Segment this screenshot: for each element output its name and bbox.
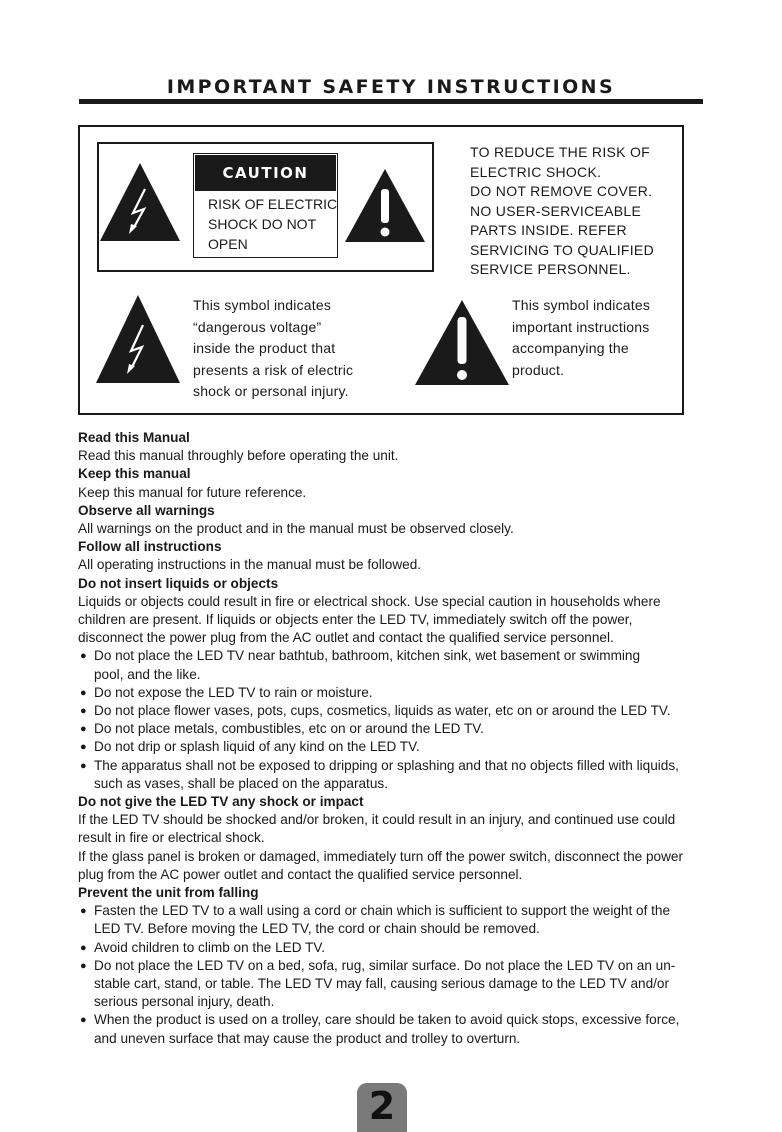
bullet-item-continuation: LED TV. Before moving the LED TV, the cord or chain should be removed. [94,921,540,937]
body-text-line: Read this manual throughly before operating the unit. [78,448,399,464]
exclamation-symbol-text: accompanying the [512,340,629,356]
bullet-item: Do not place flower vases, pots, cups, cosmetics, liquids as water, etc on or around the LED TV. [94,703,671,718]
bullet-icon: ● [80,723,87,736]
caution-line: OPEN [208,236,248,252]
bullet-item: Fasten the LED TV to a wall using a cord or chain which is sufficient to support the weight of the [94,903,671,919]
caution-line: SHOCK DO NOT [208,216,317,232]
bullet-item: Do not place the LED TV near bathtub, bathroom, kitchen sink, wet basement or swimming [94,648,641,664]
exclamation-symbol-text: This symbol indicates [512,297,651,313]
bullet-item: Do not expose the LED TV to rain or moisture. [94,684,373,700]
exclamation-symbol-icon [415,300,509,386]
lightning-symbol-text: “dangerous voltage” [193,318,322,335]
caution-header: CAUTION [195,155,336,191]
risk-notice-line: NO USER-SERVICEABLE [470,202,642,219]
bullet-item: Do not place metals, combustibles, etc on or around the LED TV. [94,721,484,737]
body-text-line: children are present. If liquids or objects enter the LED TV, immediately switch off the power, [78,612,633,627]
bullet-icon: ● [80,686,87,699]
bullet-item: Do not drip or splash liquid of any kind on the LED TV. [94,739,420,755]
risk-notice-line: SERVICE PERSONNEL. [470,261,631,277]
body-text-line: All operating instructions in the manual must be followed. [78,557,422,573]
body-text-line: If the glass panel is broken or damaged, immediately turn off the power switch, disconnect the power [78,848,683,864]
lightning-symbol-text: inside the product that [193,340,336,356]
title-underline [79,99,703,104]
body-text-line: Liquids or objects could result in fire or electrical shock. Use special caution in households where [78,593,661,609]
section-heading: Read this Manual [78,430,190,445]
lightning-warning-icon [100,163,180,243]
bullet-icon: ● [80,759,87,772]
bullet-icon: ● [80,959,87,972]
section-heading: Observe all warnings [78,502,215,518]
body-text-line: disconnect the power plug from the AC outlet and contact the qualified service personnel. [78,630,614,646]
risk-notice-line: SERVICING TO QUALIFIED [470,241,654,258]
lightning-symbol-text: shock or personal injury. [193,383,349,399]
risk-notice-line: TO REDUCE THE RISK OF [470,144,651,160]
bullet-icon: ● [80,741,87,754]
section-heading: Do not insert liquids or objects [78,575,279,591]
risk-notice-line: DO NOT REMOVE COVER. [470,183,653,199]
risk-notice-line: PARTS INSIDE. REFER [470,222,627,238]
body-text-line: Keep this manual for future reference. [78,484,307,500]
bullet-item-continuation: such as vases, shall be placed on the apparatus. [94,775,388,791]
body-text-line: All warnings on the product and in the manual must be observed closely. [78,521,514,536]
section-heading: Follow all instructions [78,539,222,555]
section-heading: Prevent the unit from falling [78,885,259,900]
page-number: 2 [368,1084,396,1128]
bullet-item-continuation: serious personal injury, death. [94,994,275,1010]
bullet-item: When the product is used on a trolley, care should be taken to avoid quick stops, excessive force, [94,1012,680,1028]
lightning-symbol-text: presents a risk of electric [193,361,354,378]
exclamation-warning-icon [345,169,425,243]
bullet-item: The apparatus shall not be exposed to dripping or splashing and that no objects filled with liquids, [94,757,679,773]
risk-notice-line: ELECTRIC SHOCK. [470,163,602,180]
bullet-icon: ● [80,905,87,918]
lightning-symbol-text: This symbol indicates [193,297,332,313]
body-text-line: result in fire or electrical shock. [78,830,265,846]
section-heading: Do not give the LED TV any shock or impact [78,794,364,809]
bullet-item: Avoid children to climb on the LED TV. [94,939,325,955]
lightning-symbol-icon [96,295,180,385]
bullet-icon: ● [80,650,87,663]
page-title: IMPORTANT SAFETY INSTRUCTIONS [166,76,616,98]
caution-line: RISK OF ELECTRIC [208,196,338,212]
body-text-line: If the LED TV should be shocked and/or broken, it could result in an injury, and continued use could [78,812,676,828]
bullet-icon: ● [80,705,87,717]
bullet-item-continuation: pool, and the like. [94,666,201,682]
body-text-line: plug from the AC power outlet and contact the qualified service personnel. [78,866,523,882]
bullet-icon: ● [80,941,87,954]
bullet-item-continuation: stable cart, stand, or table. The LED TV may fall, causing serious damage to the LED TV and/or [94,976,670,991]
bullet-item-continuation: and uneven surface that may cause the product and trolley to overturn. [94,1030,521,1046]
exclamation-symbol-text: important instructions [512,318,650,335]
section-heading: Keep this manual [78,466,191,482]
bullet-icon: ● [80,1014,87,1027]
bullet-item: Do not place the LED TV on a bed, sofa, rug, similar surface. Do not place the LED TV on an un- [94,957,676,973]
exclamation-symbol-text: product. [512,361,565,378]
